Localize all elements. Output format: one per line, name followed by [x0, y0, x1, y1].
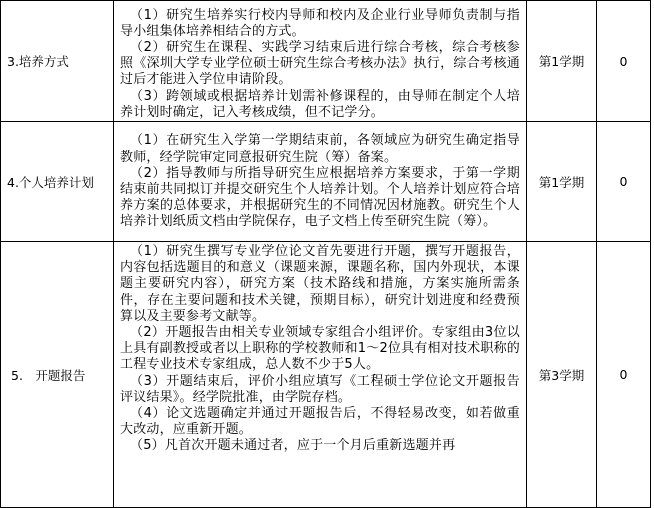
item-content: [114, 242, 527, 508]
item-name: 3.培养方式: [1, 1, 114, 122]
semester: 第1学期: [527, 122, 597, 242]
content-paragraph: （2）研究生在课程、实践学习结束后进行综合考核，综合考核参照《深圳大学专业学位硕士研究生综合考核办法》执行，综合考核通过后才能进入学位申请阶段。: [120, 39, 520, 88]
item-name: 5. 开题报告: [1, 242, 114, 508]
semester: 第1学期: [527, 1, 597, 122]
content-paragraph: （2）开题报告由相关专业领域专家组合小组评价。专家组由3位以上具有副教授或者以上职称的学校教师和1～2位具有相对技术职称的工程专业技术专家组成，总人数不少于5人。: [120, 325, 520, 373]
content-paragraph: （1）研究生撰写专业学位论文首先要进行开题，撰写开题报告，内容包括选题目的和意义（课题来源，课题名称，国内外现状，本课题主要研究内容），研究方案（技术路线和措施，方案实施所需条件，存在主要问题和技术关键，预期目标），研究计划进度和经费预算以及主要参考文献等。: [120, 244, 520, 324]
item-content: [114, 1, 527, 122]
content-paragraph: （1）在研究生入学第一学期结束前，各领域应为研究生确定指导教师，经学院审定同意报研究生院（筹）备案。: [120, 133, 520, 165]
content-paragraph: （5）凡首次开题未通过者，应于一个月后重新选题并再: [130, 438, 456, 454]
content-paragraph: （1）研究生培养实行校内导师和校内及企业行业导师负责制与指导小组集体培养相结合的方式。: [120, 7, 520, 39]
content-paragraph: （3）开题结束后，评价小组应填写《工程硕士学位论文开题报告评议结果》。经学院批准，由学院存档。: [120, 373, 520, 405]
semester: 第3学期: [527, 242, 597, 508]
table-row: [1, 242, 651, 508]
content-paragraph: （4）论文选题确定并通过开题报告后，不得轻易改变，如若做重大改动，应重新开题。: [120, 406, 520, 438]
credit: 0: [597, 1, 651, 122]
table-row: [1, 1, 651, 122]
credit: 0: [597, 242, 651, 508]
item-name: 4.个人培养计划: [1, 122, 114, 242]
credit: 0: [597, 122, 651, 242]
content-paragraph: （2）指导教师与所指导研究生应根据培养方案要求，于第一学期结束前共同拟订并提交研究生个人培养计划。个人培养计划应符合培养方案的总体要求，并根据研究生的不同情况因材施教。研究生个人培养计划纸质文档由学院保存，电子文档上传至研究生院（筹）。: [120, 165, 520, 230]
content-paragraph: （3）跨领域或根据培养计划需补修课程的，由导师在制定个人培养计划时确定，记入考核成绩，但不记学分。: [120, 88, 520, 120]
item-content: [114, 122, 527, 242]
table-row: [1, 122, 651, 242]
